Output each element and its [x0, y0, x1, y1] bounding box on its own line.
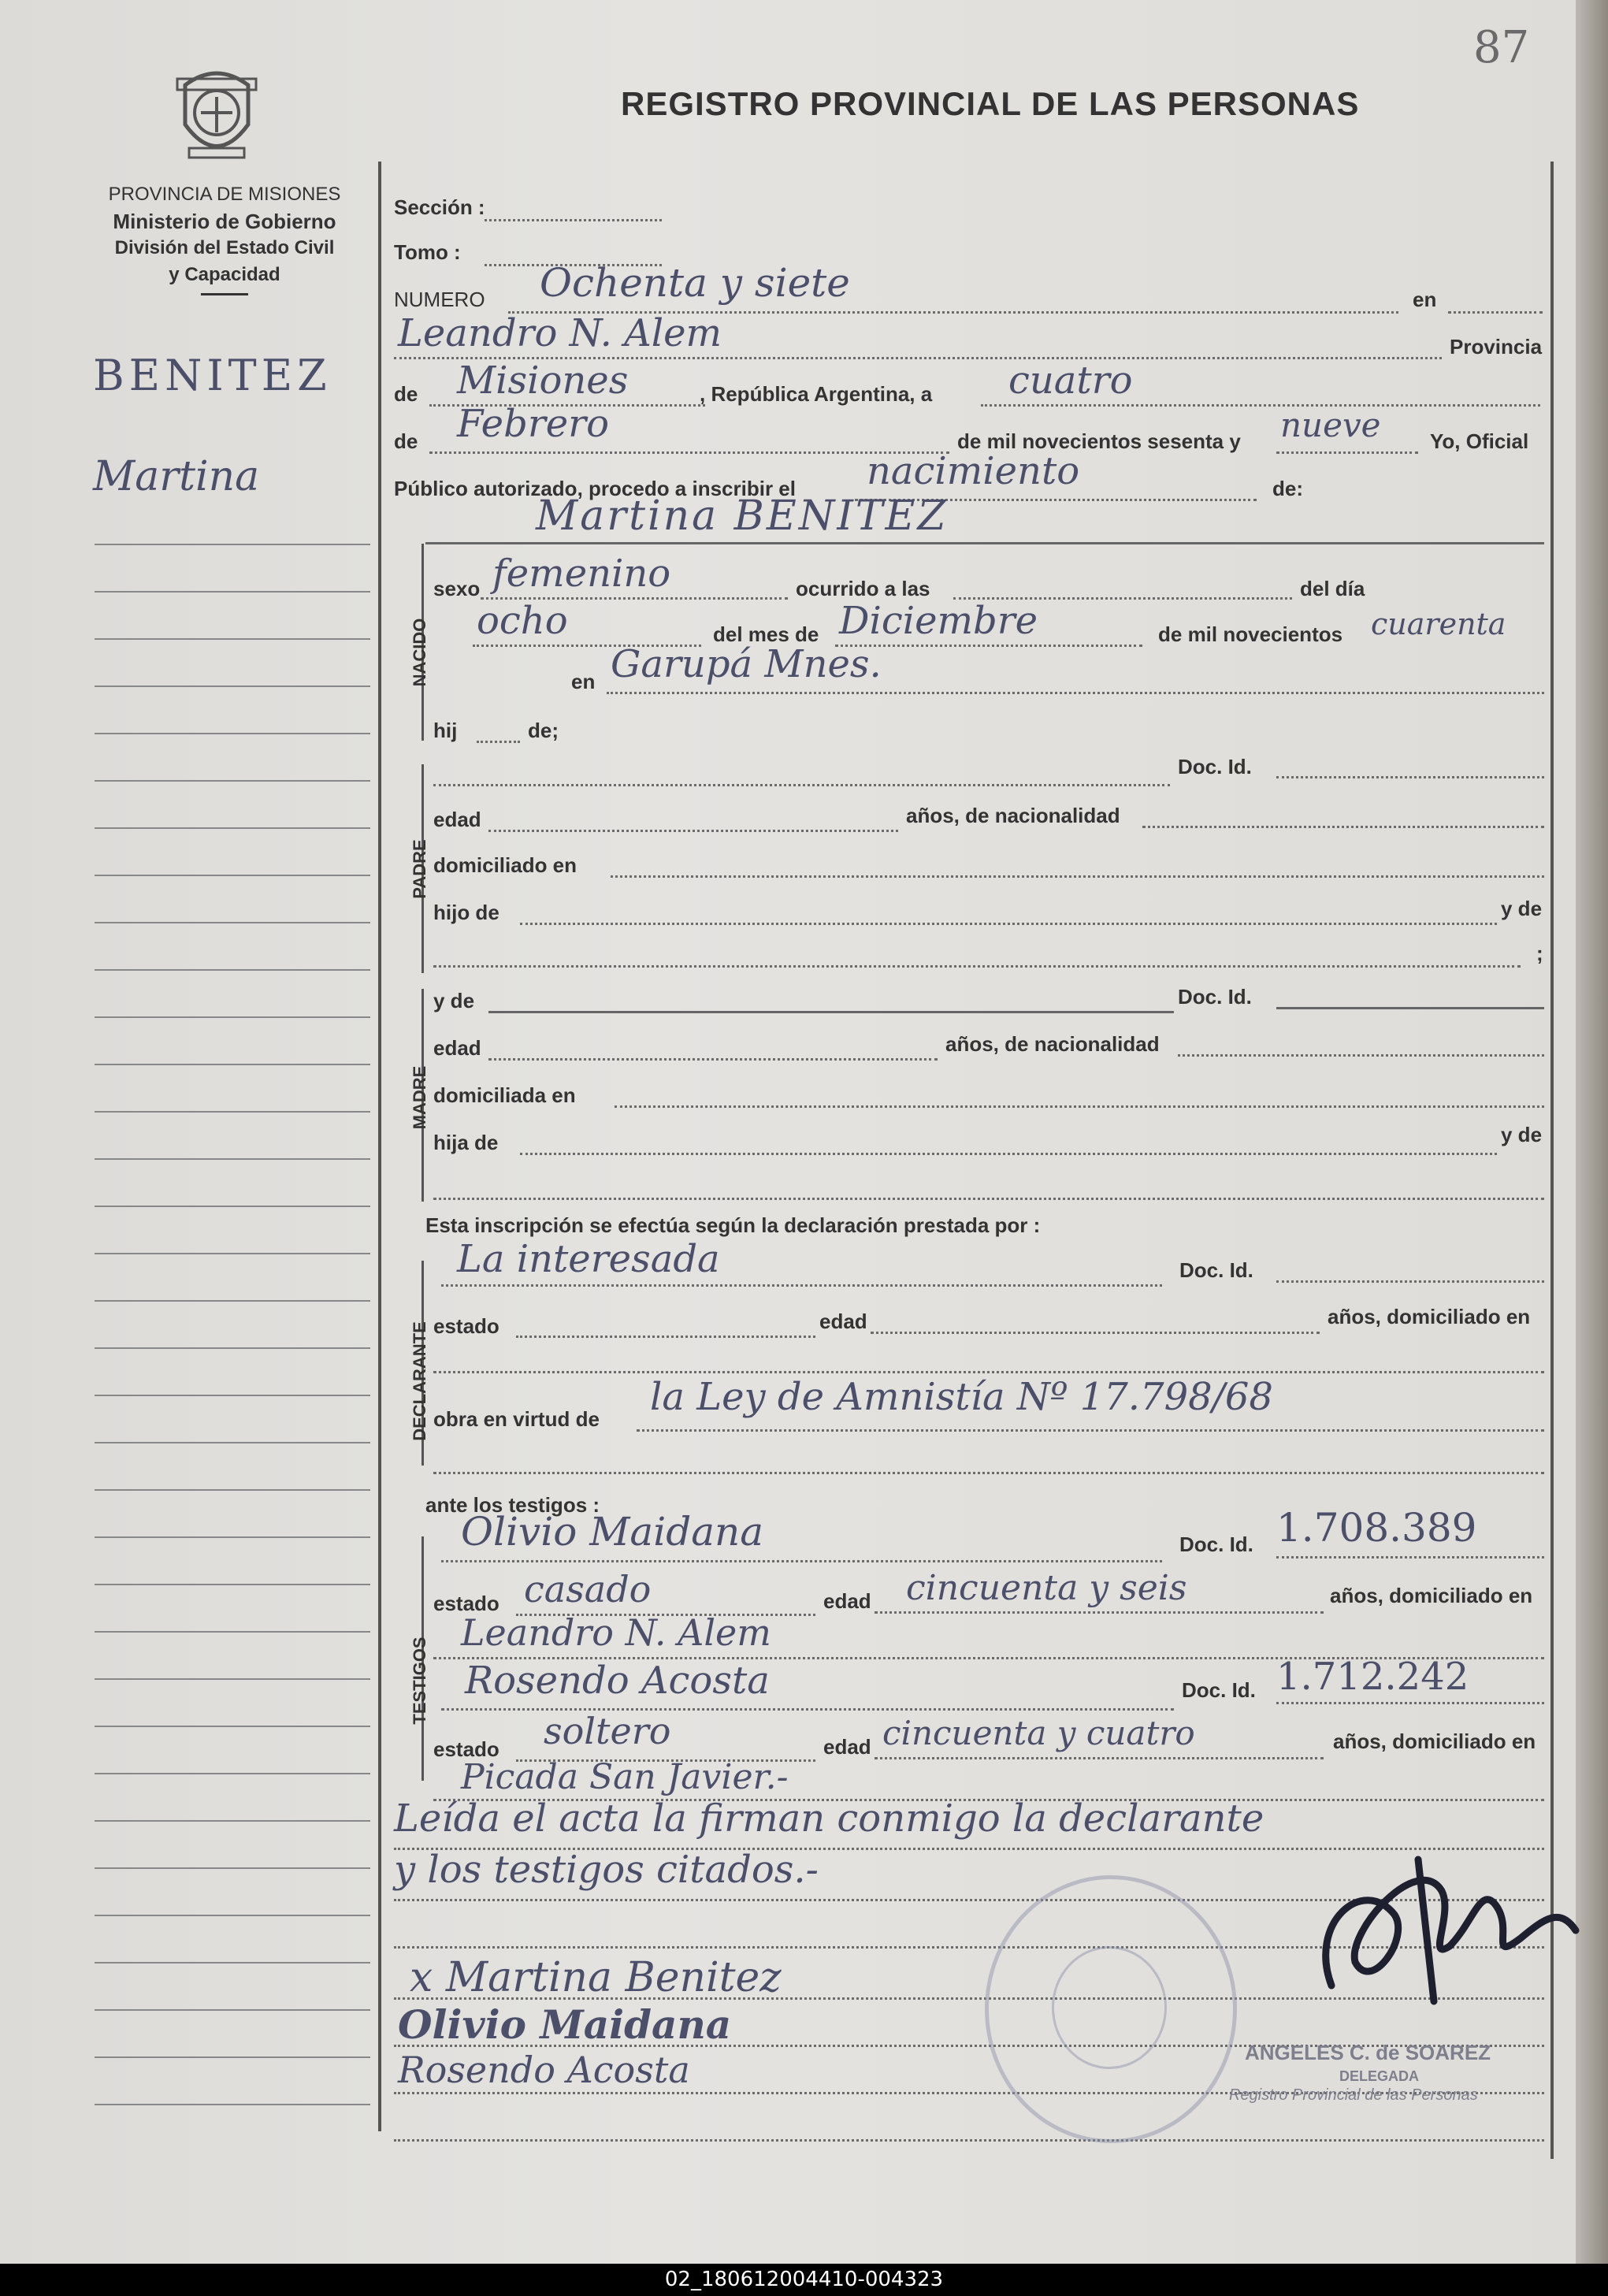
cierre-line2: y los testigos citados.- — [394, 1848, 819, 1892]
testigo2-doc-label: Doc. Id. — [1182, 1678, 1256, 1702]
padre-doc-field — [1276, 776, 1544, 778]
margin-rule — [95, 827, 370, 829]
margin-rule — [95, 1915, 370, 1916]
margin-rule — [95, 638, 370, 640]
margin-rule — [95, 1253, 370, 1254]
provincia-value: Misiones — [457, 359, 629, 403]
hij-suffix-field — [477, 741, 520, 743]
testigo1-doc-field — [1276, 1556, 1544, 1559]
margin-rule — [95, 1489, 370, 1491]
stamp-official: ANGELES C. de SOAREZ — [1245, 2041, 1491, 2064]
margin-rule — [95, 1347, 370, 1349]
declarante-doc-field — [1276, 1280, 1544, 1283]
margin-rule — [95, 1631, 370, 1633]
declarante-dom-label: años, domiciliado en — [1328, 1305, 1531, 1328]
margin-rule — [95, 1773, 370, 1774]
testigo2-doc-field — [1276, 1702, 1544, 1704]
hij-label: hij — [433, 719, 458, 742]
declarante-label: DECLARANTE — [410, 1321, 429, 1441]
testigo1-doc-value: 1.708.389 — [1276, 1505, 1477, 1551]
mes-value: Febrero — [457, 402, 610, 446]
issuer-divider — [201, 293, 248, 295]
declarante-estado-label: estado — [433, 1314, 499, 1338]
padre-hijo-field — [520, 923, 1497, 925]
dia-field — [981, 404, 1540, 407]
testigo2-doc-value: 1.712.242 — [1276, 1655, 1469, 1699]
provincia-label: Provincia — [1450, 335, 1543, 359]
testigo2-edad-label: edad — [823, 1735, 871, 1759]
declarante-doc-label: Doc. Id. — [1179, 1258, 1253, 1282]
margin-rule — [95, 1584, 370, 1585]
declarante-value: La interesada — [457, 1237, 720, 1281]
firma-testigo1: Olivio Maidana — [398, 2001, 732, 2048]
padre-semicolon: ; — [1536, 942, 1543, 965]
margin-rule — [95, 1536, 370, 1538]
madre-nac-label: años, de nacionalidad — [945, 1032, 1160, 1056]
madre-y-de-label: y de — [433, 989, 475, 1012]
coat-of-arms-icon — [169, 61, 264, 172]
madre-edad-field — [488, 1058, 938, 1061]
madre-label: MADRE — [410, 1065, 429, 1130]
margin-rule — [95, 1158, 370, 1160]
testigo1-dom-label: años, domiciliado en — [1330, 1584, 1533, 1607]
padre-nac-label: años, de nacionalidad — [906, 804, 1120, 827]
anio-field — [1276, 451, 1418, 454]
declarante-edad-field — [871, 1332, 1320, 1334]
anio-value: nueve — [1280, 406, 1381, 444]
declarante-edad-label: edad — [819, 1310, 867, 1333]
madre-edad-label: edad — [433, 1036, 481, 1060]
padre-y-de-field — [433, 965, 1521, 968]
en-value: Leandro N. Alem — [398, 311, 722, 355]
margin-rule — [95, 1442, 370, 1443]
en-field-end — [1448, 311, 1543, 314]
madre-y-de-label-2: y de — [1501, 1123, 1543, 1146]
margin-rule — [95, 1300, 370, 1302]
nombre-line — [425, 542, 1544, 544]
nacido-label: NACIDO — [410, 618, 429, 687]
testigo1-edad-field — [875, 1611, 1324, 1614]
page-number: 87 — [1473, 22, 1530, 73]
testigo2-value: Rosendo Acosta — [465, 1659, 770, 1703]
margin-rule — [95, 875, 370, 876]
image-caption: 02_180612004410-004323 — [0, 2264, 1608, 2296]
margin-rule — [95, 591, 370, 593]
seccion-label: Sección : — [394, 195, 485, 219]
column-divider — [378, 162, 381, 2131]
madre-dom-label: domiciliada en — [433, 1083, 576, 1107]
publico-label: Público autorizado, procedo a inscribir el — [394, 477, 796, 500]
madre-hija-label: hija de — [433, 1131, 499, 1154]
ocurrido-label: ocurrido a las — [796, 577, 930, 600]
margin-rule — [95, 1016, 370, 1018]
firma-testigo2: Rosendo Acosta — [398, 2049, 690, 2091]
margin-rule — [95, 922, 370, 923]
testigo1-estado-value: casado — [524, 1568, 652, 1611]
margin-surname: BENITEZ — [93, 351, 332, 400]
republica-label: , República Argentina, a — [700, 382, 933, 406]
document-title: REGISTRO PROVINCIAL DE LAS PERSONAS — [621, 85, 1360, 122]
padre-name-field — [433, 784, 1170, 786]
madre-hija-field — [520, 1153, 1497, 1155]
stamp-role: DELEGADA — [1339, 2068, 1420, 2084]
dia-value: cuatro — [1008, 359, 1133, 403]
signature-rule — [394, 2139, 1544, 2142]
margin-rule — [95, 2056, 370, 2058]
testigo2-dom-value: Picada San Javier.- — [461, 1757, 789, 1797]
numero-value: Ochenta y siete — [540, 260, 850, 306]
margin-rule — [95, 1678, 370, 1680]
margin-given-name: Martina — [93, 453, 260, 500]
testigo1-dom-value: Leandro N. Alem — [461, 1611, 771, 1654]
inscripcion-label: Esta inscripción se efectúa según la declaración prestada por : — [425, 1213, 1041, 1237]
margin-rule — [95, 733, 370, 734]
seccion-field — [485, 219, 662, 221]
en-nac-label: en — [571, 670, 596, 693]
testigo1-edad-value: cincuenta y seis — [906, 1568, 1187, 1608]
margin-rule — [95, 2009, 370, 2011]
madre-doc-label: Doc. Id. — [1178, 985, 1252, 1009]
declarante-dom-field — [433, 1371, 1544, 1373]
madre-y-de-field — [433, 1198, 1544, 1200]
stamp-office: Registro Provincial de las Personas — [1229, 2086, 1478, 2104]
official-seal-inner — [1052, 1946, 1167, 2069]
ministry-name: Ministerio de Gobierno — [113, 210, 336, 233]
testigo2-edad-field — [875, 1757, 1324, 1759]
padre-dom-field — [611, 875, 1544, 878]
ley-field — [637, 1429, 1544, 1432]
testigo1-doc-label: Doc. Id. — [1179, 1533, 1253, 1556]
margin-rule — [95, 1206, 370, 1207]
margin-rule — [95, 780, 370, 782]
acto-value: nacimiento — [867, 449, 1080, 493]
tomo-label: Tomo : — [394, 240, 461, 264]
padre-y-de-label: y de — [1501, 897, 1543, 920]
dia-nac-value: ocho — [477, 599, 568, 643]
obra-label: obra en virtud de — [433, 1407, 600, 1431]
nombre-value: Martina BENITEZ — [536, 492, 949, 540]
padre-nac-field — [1142, 826, 1544, 828]
division-line2: y Capacidad — [169, 264, 280, 285]
lugar-nac-field — [607, 692, 1544, 694]
mes-nac-value: Diciembre — [839, 599, 1038, 643]
madre-dom-field — [615, 1105, 1544, 1108]
de-mil-2-label: de mil novecientos — [1158, 622, 1343, 646]
anio-nac-value: cuarenta — [1371, 607, 1506, 641]
testigo2-edad-value: cincuenta y cuatro — [882, 1714, 1195, 1752]
margin-rule — [95, 1111, 370, 1113]
madre-nac-field — [1178, 1054, 1544, 1057]
declarante-estado-field — [516, 1336, 815, 1338]
declarante-name-field — [441, 1284, 1162, 1287]
margin-rule — [95, 1395, 370, 1396]
padre-hijo-label: hijo de — [433, 901, 499, 924]
margin-rule — [95, 969, 370, 971]
testigo2-dom-label: años, domiciliado en — [1333, 1729, 1536, 1753]
padre-dom-label: domiciliado en — [433, 853, 577, 877]
de-label: de — [394, 382, 418, 406]
margin-rule — [95, 1726, 370, 1727]
hij-de-label: de; — [528, 719, 559, 742]
testigo1-name-field — [441, 1560, 1162, 1562]
del-dia-label: del día — [1300, 577, 1365, 600]
de-colon-label: de: — [1272, 477, 1303, 500]
margin-rule — [95, 2104, 370, 2105]
testigo1-edad-label: edad — [823, 1589, 871, 1613]
margin-rule — [95, 1820, 370, 1822]
padre-edad-label: edad — [433, 808, 481, 831]
padre-doc-label: Doc. Id. — [1178, 755, 1252, 778]
province-name: PROVINCIA DE MISIONES — [108, 184, 341, 205]
official-signature-icon — [1300, 1828, 1591, 2033]
de-mil-label: de mil novecientos sesenta y — [957, 429, 1241, 453]
testigo1-estado-label: estado — [433, 1592, 499, 1615]
testigo1-value: Olivio Maidana — [461, 1509, 764, 1555]
margin-rule — [95, 685, 370, 687]
testigo2-estado-value: soltero — [544, 1710, 671, 1752]
testigos-label: TESTIGOS — [410, 1637, 429, 1725]
division-line1: División del Estado Civil — [114, 237, 335, 258]
margin-rule — [95, 1962, 370, 1963]
del-mes-label: del mes de — [713, 622, 819, 646]
madre-doc-line — [1276, 1007, 1544, 1009]
ley-field-2 — [433, 1472, 1544, 1474]
sexo-value: femenino — [492, 552, 671, 596]
numero-label: NUMERO — [394, 288, 485, 311]
firma-declarante: x Martina Benitez — [410, 1954, 782, 2001]
cierre-line1: Leída el acta la firman conmigo la declarante — [394, 1796, 1264, 1841]
lugar-nac-value: Garupá Mnes. — [611, 642, 882, 686]
ley-value: la Ley de Amnistía Nº 17.798/68 — [650, 1375, 1273, 1419]
margin-rule — [95, 1867, 370, 1869]
madre-name-line — [488, 1011, 1174, 1013]
en-label: en — [1413, 288, 1437, 311]
padre-label: PADRE — [410, 839, 429, 899]
de-label-2: de — [394, 429, 418, 453]
padre-edad-field — [488, 830, 898, 832]
yo-oficial-label: Yo, Oficial — [1430, 429, 1529, 453]
sexo-label: sexo — [433, 577, 481, 600]
testigo2-estado-label: estado — [433, 1737, 499, 1761]
issuer-block — [75, 181, 374, 295]
margin-rule — [95, 544, 370, 545]
margin-rule — [95, 1064, 370, 1065]
ante-label: ante los testigos : — [425, 1493, 600, 1517]
